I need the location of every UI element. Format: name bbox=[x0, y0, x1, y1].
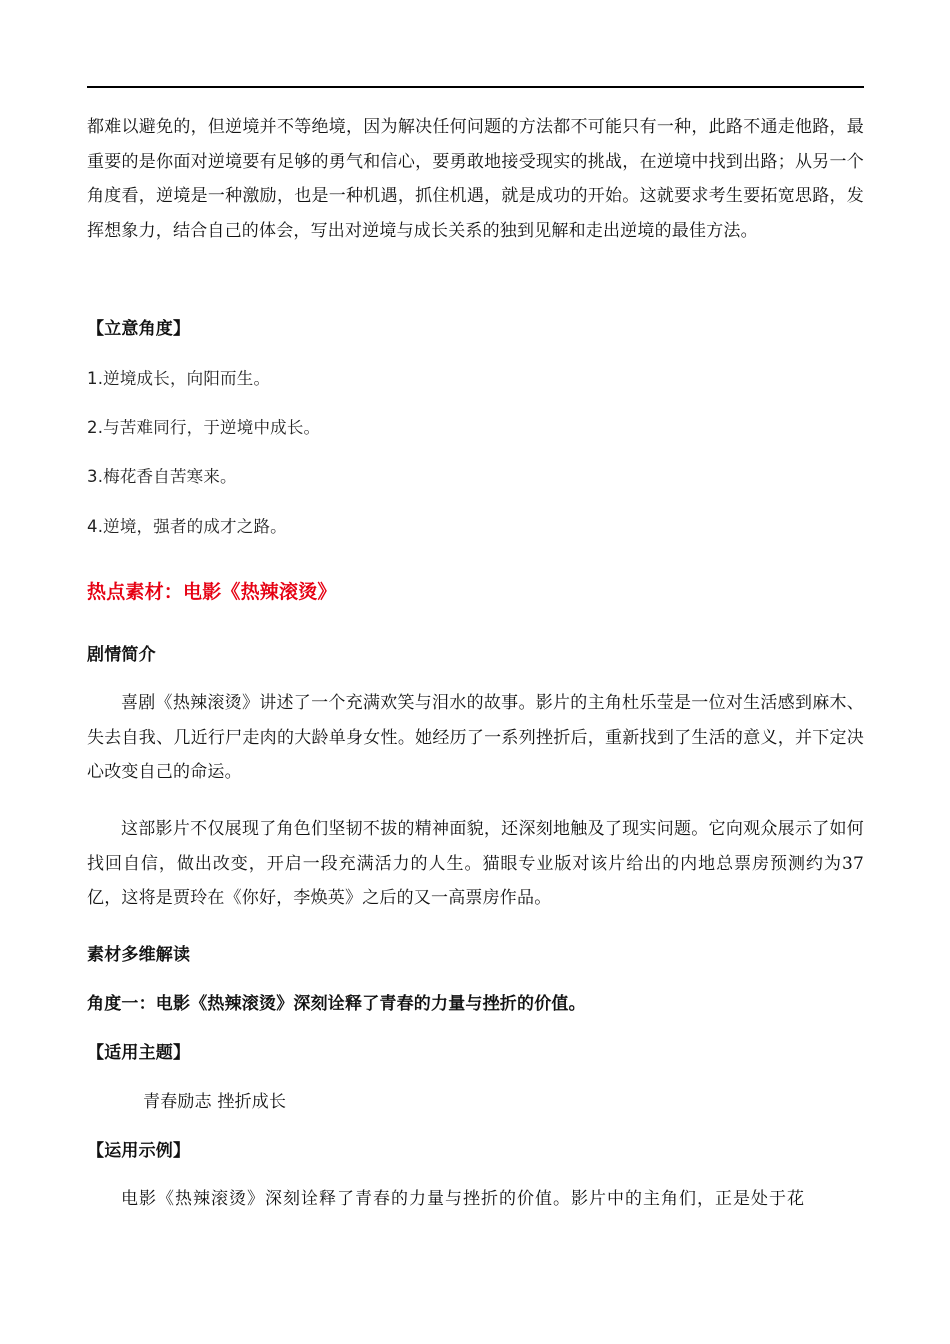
plot-paragraph-1: 喜剧《热辣滚烫》讲述了一个充满欢笑与泪水的故事。影片的主角杜乐莹是一位对生活感到麻木、失去自我、几近行尸走肉的大龄单身女性。她经历了一系列挫折后，重新找到了生活的意义，并下定决心改变自己的命运。 bbox=[87, 693, 864, 782]
intro-paragraph: 都难以避免的，但逆境并不等绝境，因为解决任何问题的方法都不可能只有一种，此路不通走他路，最重要的是你面对逆境要有足够的勇气和信心，要勇敢地接受现实的挑战，在逆境中找到出路；从另一个角度看，逆境是一种激励，也是一种机遇，抓住机遇，就是成功的开始。这就要求考生要拓宽思路，发挥想象力，结合自己的体会，写出对逆境与成长关系的独到见解和走出逆境的最佳方法。 bbox=[87, 117, 864, 241]
angle-heading: 【立意角度】 bbox=[87, 319, 191, 339]
angle-item-3: 3.梅花香自苦寒来。 bbox=[87, 467, 237, 486]
angle-item-2: 2.与苦难同行，于逆境中成长。 bbox=[87, 418, 321, 437]
analysis-heading: 素材多维解读 bbox=[87, 945, 191, 965]
angle-item-1: 1.逆境成长，向阳而生。 bbox=[87, 369, 271, 388]
angle-one-heading: 角度一：电影《热辣滚烫》深刻诠释了青春的力量与挫折的价值。 bbox=[87, 994, 586, 1014]
header-rule bbox=[87, 86, 864, 88]
example-heading: 【运用示例】 bbox=[87, 1141, 191, 1161]
example-text: 电影《热辣滚烫》深刻诠释了青春的力量与挫折的价值。影片中的主角们，正是处于花 bbox=[121, 1189, 805, 1209]
hot-topic-title: 热点素材：电影《热辣滚烫》 bbox=[87, 581, 337, 603]
plot-paragraph-2: 这部影片不仅展现了角色们坚韧不拔的精神面貌，还深刻地触及了现实问题。它向观众展示了如何找回自信，做出改变，开启一段充满活力的人生。猫眼专业版对该片给出的内地总票房预测约为37亿，这将是贾玲在《你好，李焕英》之后的又一高票房作品。 bbox=[87, 819, 864, 908]
plot-heading: 剧情简介 bbox=[87, 645, 156, 665]
themes-text: 青春励志 挫折成长 bbox=[143, 1092, 287, 1112]
theme-heading: 【适用主题】 bbox=[87, 1043, 191, 1063]
angle-item-4: 4.逆境，强者的成才之路。 bbox=[87, 517, 287, 536]
